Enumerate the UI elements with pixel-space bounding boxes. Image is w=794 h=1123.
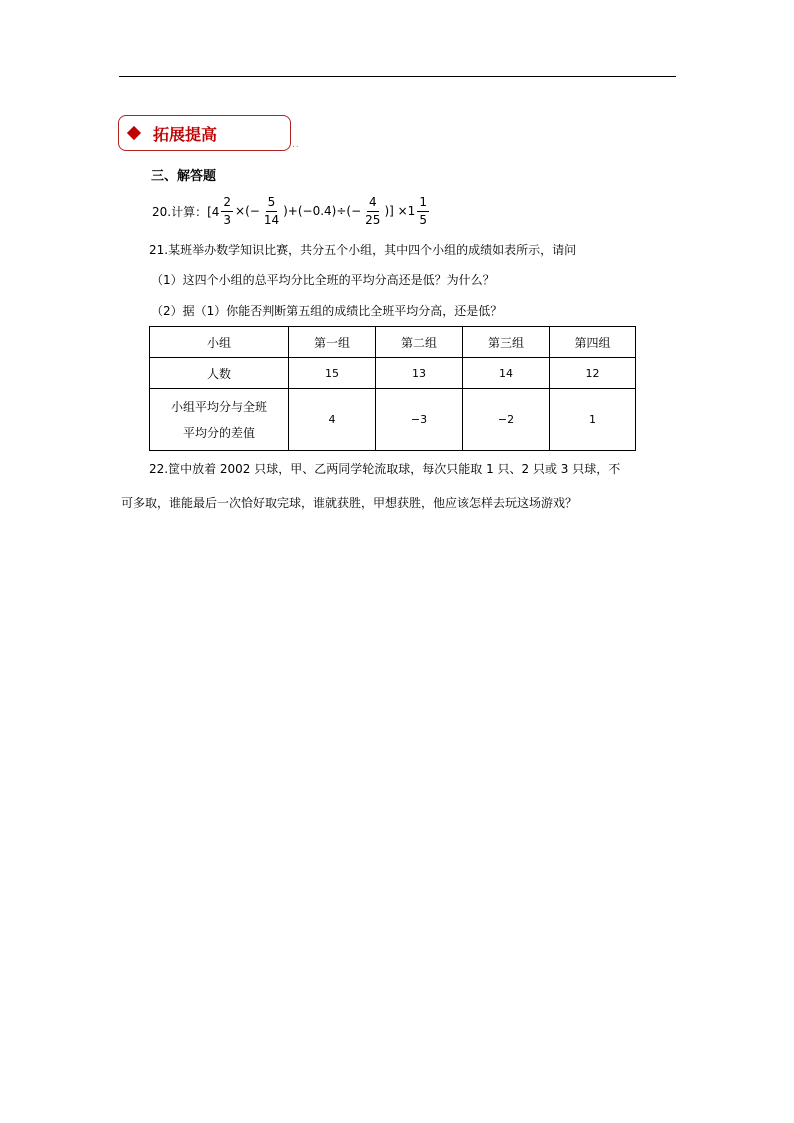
fraction-numerator: 5: [266, 194, 278, 212]
question-21: 21.某班举办数学知识比赛，共分五个小组，其中四个小组的成绩如表所示，请问: [149, 243, 577, 257]
question-21-part-2: （2）据（1）你能否判断第五组的成绩比全班平均分高，还是低？: [151, 304, 503, 318]
table-cell: −3: [376, 389, 463, 451]
table-header-row: [150, 327, 636, 358]
table-cell: 14: [463, 358, 550, 389]
table-cell: 4: [289, 389, 376, 451]
banner-dots: ..: [292, 140, 300, 150]
fraction-numerator: 2: [221, 194, 233, 212]
fraction-2: [262, 194, 281, 229]
q20-term-3: )] ×1: [384, 204, 416, 218]
fraction-3: [363, 194, 382, 229]
question-22-line-2: 可多取，谁能最后一次恰好取完球，谁就获胜，甲想获胜，他应该怎样去玩这场游戏？: [121, 496, 578, 510]
fraction-denominator: 25: [365, 212, 381, 227]
fraction-denominator: 14: [263, 212, 280, 227]
fraction-denominator: 5: [419, 212, 427, 227]
fraction-denominator: 3: [223, 212, 232, 227]
question-21-part-1: （1）这四个小组的总平均分比全班的平均分高还是低？为什么？: [151, 273, 495, 287]
table-header-cell: 小组: [150, 327, 289, 358]
fraction-1: [221, 194, 233, 229]
q20-term-2: )+(−0.4)÷(−: [283, 204, 362, 218]
section-title: 拓展提高: [153, 124, 218, 144]
fraction-4: [417, 194, 429, 229]
fraction-numerator: 4: [367, 194, 379, 212]
header-rule: [119, 76, 676, 77]
table-header-cell: 第二组: [376, 327, 463, 358]
row-label: [150, 389, 289, 451]
row-label-line-2: 平均分的差值: [182, 425, 255, 440]
question-22-line-1: 22.筐中放着 2002 只球，甲、乙两同学轮流取球，每次只能取 1 只、2 只或 3 只球，不: [149, 462, 621, 476]
score-table: [149, 326, 636, 451]
table-header-cell: 第四组: [550, 327, 636, 358]
row-label: 人数: [150, 358, 289, 389]
table-row: [150, 358, 636, 389]
section-heading: 三、解答题: [151, 169, 217, 184]
table-cell: 1: [550, 389, 636, 451]
table-cell: 12: [550, 358, 636, 389]
q20-prefix: 20.计算：[4: [152, 204, 220, 219]
fraction-numerator: 1: [417, 194, 429, 212]
table-row: [150, 389, 636, 451]
table-cell: 15: [289, 358, 376, 389]
row-label-line-1: 小组平均分与全班: [170, 399, 267, 414]
q20-term-1: ×(−: [235, 204, 260, 218]
diamond-icon: [127, 126, 141, 140]
table-header-cell: 第三组: [463, 327, 550, 358]
table-cell: −2: [463, 389, 550, 451]
table-cell: 13: [376, 358, 463, 389]
question-20: [151, 189, 430, 233]
table-header-cell: 第一组: [289, 327, 376, 358]
section-banner: [118, 115, 291, 151]
